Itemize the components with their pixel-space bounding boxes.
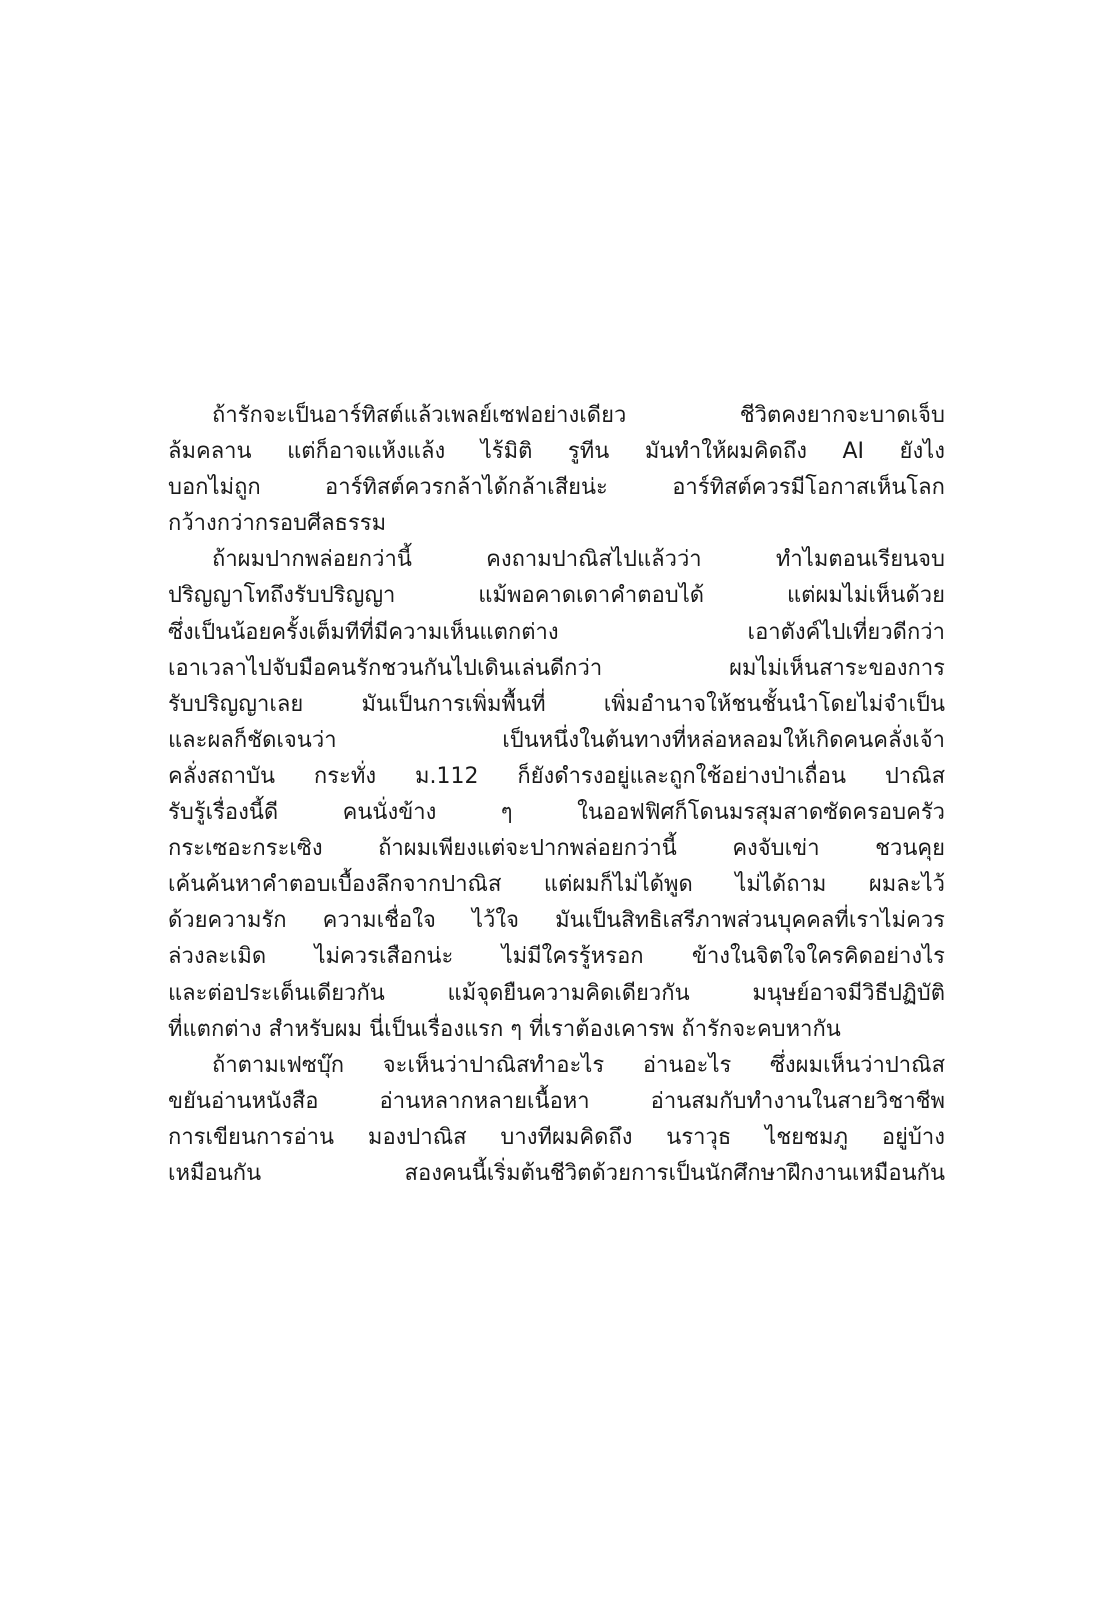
text-line: เอาเวลาไปจับมือคนรักชวนกันไปเดินเล่นดีกว่า ผมไม่เห็นสาระของการ: [168, 655, 945, 681]
text-line: รับปริญญาเลย มันเป็นการเพิ่มพื้นที่ เพิ่มอำนาจให้ชนชั้นนำโดยไม่จำเป็น: [168, 691, 945, 717]
text-line: ล้มคลาน แต่ก็อาจแห้งแล้ง ไร้มิติ รูทีน มันทำให้ผมคิดถึง AI ยังไง: [168, 439, 945, 465]
text-line: ปริญญาโทถึงรับปริญญา แม้พอคาดเดาคำตอบได้ แต่ผมไม่เห็นด้วย: [168, 583, 945, 609]
text-line: เหมือนกัน สองคนนี้เริ่มต้นชีวิตด้วยการเป็นนักศึกษาฝึกงานเหมือนกัน: [168, 1160, 945, 1186]
text-line: รับรู้เรื่องนี้ดี คนนั่งข้าง ๆ ในออฟฟิศก็โดนมรสุมสาดซัดครอบครัว: [168, 800, 945, 826]
text-line: บอกไม่ถูก อาร์ทิสต์ควรกล้าได้กล้าเสียน่ะ อาร์ทิสต์ควรมีโอกาสเห็นโลก: [168, 475, 945, 501]
text-line: ซึ่งเป็นน้อยครั้งเต็มทีที่มีความเห็นแตกต่าง เอาตังค์ไปเที่ยวดีกว่า: [168, 619, 945, 645]
text-line: คลั่งสถาบัน กระทั่ง ม.112 ก็ยังดำรงอยู่และถูกใช้อย่างป่าเถื่อน ปาณิส: [168, 763, 945, 789]
text-line: กว้างกว่ากรอบศีลธรรม: [168, 511, 387, 537]
text-line: ที่แตกต่าง สำหรับผม นี่เป็นเรื่องแรก ๆ ที่เราต้องเคารพ ถ้ารักจะคบหากัน: [168, 1016, 841, 1042]
text-line: และผลก็ชัดเจนว่า เป็นหนึ่งในต้นทางที่หล่อหลอมให้เกิดคนคลั่งเจ้า: [168, 727, 945, 753]
text-line: ถ้าตามเฟซบุ๊ก จะเห็นว่าปาณิสทำอะไร อ่านอะไร ซึ่งผมเห็นว่าปาณิส: [212, 1052, 945, 1078]
text-line: การเขียนการอ่าน มองปาณิส บางทีผมคิดถึง นราวุธ ไชยชมภู อยู่บ้าง: [168, 1124, 945, 1150]
text-line: เค้นค้นหาคำตอบเบื้องลึกจากปาณิส แต่ผมก็ไม่ได้พูด ไม่ได้ถาม ผมละไว้: [168, 872, 945, 898]
text-line: ขยันอ่านหนังสือ อ่านหลากหลายเนื้อหา อ่านสมกับทำงานในสายวิชาชีพ: [168, 1088, 945, 1114]
text-line: ด้วยความรัก ความเชื่อใจ ไว้ใจ มันเป็นสิทธิเสรีภาพส่วนบุคคลที่เราไม่ควร: [168, 908, 945, 934]
text-line: กระเซอะกระเซิง ถ้าผมเพียงแต่จะปากพล่อยกว่านี้ คงจับเข่า ชวนคุย: [168, 836, 945, 862]
paragraph-3: [168, 1048, 945, 1192]
text-line: ล่วงละเมิด ไม่ควรเสือกน่ะ ไม่มีใครรู้หรอก ข้างในจิตใจใครคิดอย่างไร: [168, 944, 945, 970]
paragraph-1: [168, 398, 945, 542]
text-line: ถ้าผมปากพล่อยกว่านี้ คงถามปาณิสไปแล้วว่า ทำไมตอนเรียนจบ: [212, 547, 945, 573]
text-line: และต่อประเด็นเดียวกัน แม้จุดยืนความคิดเดียวกัน มนุษย์อาจมีวิธีปฏิบัติ: [168, 980, 945, 1006]
text-line: ถ้ารักจะเป็นอาร์ทิสต์แล้วเพลย์เซฟอย่างเดียว ชีวิตคงยากจะบาดเจ็บ: [212, 403, 945, 428]
paragraph-2: [168, 542, 945, 1047]
body-text: [168, 398, 945, 1192]
